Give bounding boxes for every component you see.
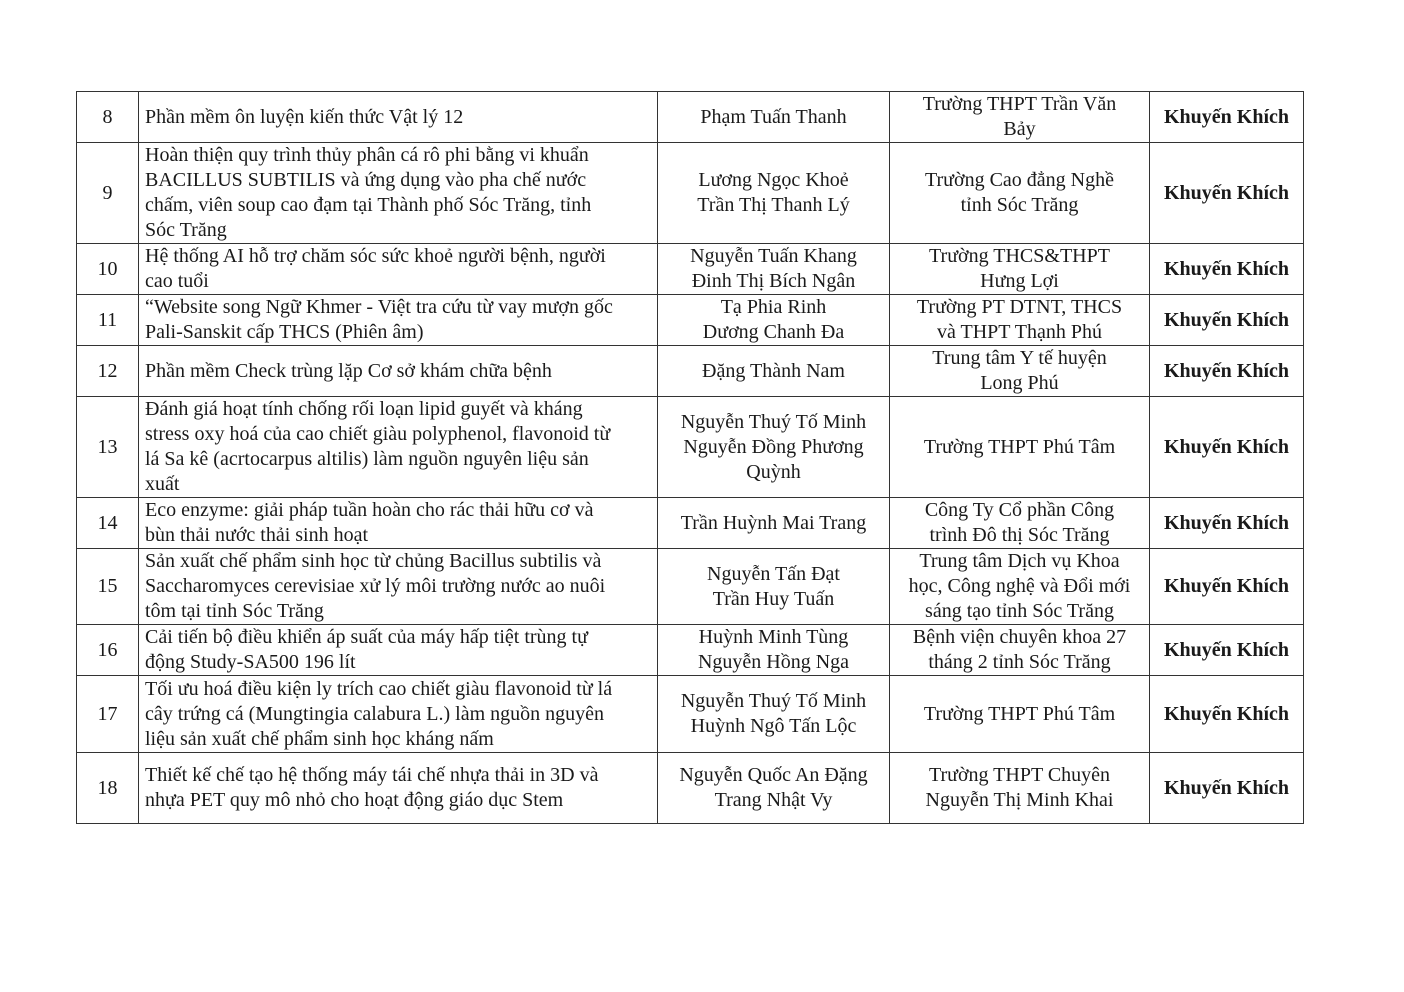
organization xyxy=(890,143,1150,244)
authors xyxy=(658,753,890,824)
authors xyxy=(658,676,890,753)
authors xyxy=(658,143,890,244)
row-number: 14 xyxy=(77,498,139,549)
row-number: 16 xyxy=(77,625,139,676)
organization xyxy=(890,295,1150,346)
organization-line: Long Phú xyxy=(980,372,1059,394)
author-name: Nguyễn Tấn Đạt xyxy=(707,562,840,585)
authors xyxy=(658,295,890,346)
project-title-line: cao tuổi xyxy=(145,270,209,292)
author-name: Nguyễn Thuý Tố Minh xyxy=(680,410,867,433)
row-number: 10 xyxy=(77,244,139,295)
project-title xyxy=(139,676,658,753)
project-title-line: BACILLUS SUBTILIS và ứng dụng vào pha chế nước xyxy=(145,169,587,191)
project-title-line: “Website song Ngữ Khmer - Việt tra cứu từ vay mượn gốc xyxy=(145,296,613,318)
project-title-line: liệu sản xuất chế phẩm sinh học kháng nấm xyxy=(145,727,494,750)
project-title-line: nhựa PET quy mô nhỏ cho hoạt động giáo dục Stem xyxy=(145,789,564,811)
organization-line: Công Ty Cổ phần Công xyxy=(924,499,1115,521)
project-title-line: bùn thải nước thải sinh hoạt xyxy=(145,524,369,546)
project-title-line: cây trứng cá (Mungtingia calabura L.) làm nguồn nguyên xyxy=(145,702,605,725)
author-name: Tạ Phia Rinh xyxy=(720,296,827,318)
prize-label: Khuyến Khích xyxy=(1150,498,1304,549)
author-name: Trần Huy Tuấn xyxy=(712,587,835,610)
row-number: 17 xyxy=(77,676,139,753)
organization xyxy=(890,498,1150,549)
project-title-line: Phần mềm ôn luyện kiến thức Vật lý 12 xyxy=(145,105,464,128)
authors xyxy=(658,549,890,625)
author-name: Huỳnh Ngô Tấn Lộc xyxy=(690,715,857,737)
prize-label: Khuyến Khích xyxy=(1150,676,1304,753)
organization-line: Trường THPT Trần Văn xyxy=(922,93,1117,115)
project-title xyxy=(139,92,658,143)
project-title xyxy=(139,397,658,498)
author-name: Nguyễn Thuý Tố Minh xyxy=(680,690,867,712)
organization-line: tỉnh Sóc Trăng xyxy=(960,194,1079,216)
project-title-line: Phần mềm Check trùng lặp Cơ sở khám chữa bệnh xyxy=(145,359,552,382)
project-title-line: Eco enzyme: giải pháp tuần hoàn cho rác thải hữu cơ và xyxy=(145,499,594,521)
author-name: Phạm Tuấn Thanh xyxy=(700,105,847,128)
author-name: Dương Chanh Đa xyxy=(702,321,845,343)
row-number: 18 xyxy=(77,753,139,824)
project-title-line: Pali-Sanskit cấp THCS (Phiên âm) xyxy=(145,321,424,343)
table-row xyxy=(77,346,1304,397)
project-title xyxy=(139,295,658,346)
table-row xyxy=(77,676,1304,753)
organization-line: Bảy xyxy=(1003,118,1036,140)
table-row xyxy=(77,295,1304,346)
authors xyxy=(658,397,890,498)
organization-line: Nguyễn Thị Minh Khai xyxy=(925,789,1114,811)
author-name: Đặng Thành Nam xyxy=(702,359,845,382)
project-title-line: stress oxy hoá của cao chiết giàu polyphenol, flavonoid từ xyxy=(145,423,611,445)
table-row xyxy=(77,498,1304,549)
author-name: Nguyễn Đồng Phương xyxy=(683,435,864,458)
project-title-line: Sản xuất chế phẩm sinh học từ chủng Bacillus subtilis và xyxy=(145,550,602,572)
authors xyxy=(658,625,890,676)
organization-line: Trung tâm Y tế huyện xyxy=(932,347,1107,369)
table-row xyxy=(77,143,1304,244)
prize-label: Khuyến Khích xyxy=(1150,549,1304,625)
project-title xyxy=(139,498,658,549)
row-number: 15 xyxy=(77,549,139,625)
project-title-line: Hệ thống AI hỗ trợ chăm sóc sức khoẻ người bệnh, người xyxy=(145,245,606,267)
author-name: Lương Ngọc Khoẻ xyxy=(698,169,849,191)
prize-label: Khuyến Khích xyxy=(1150,143,1304,244)
prize-label: Khuyến Khích xyxy=(1150,244,1304,295)
table-row xyxy=(77,244,1304,295)
organization-line: tháng 2 tỉnh Sóc Trăng xyxy=(928,651,1111,673)
author-name: Huỳnh Minh Tùng xyxy=(698,626,849,648)
project-title-line: Đánh giá hoạt tính chống rối loạn lipid guyết và kháng xyxy=(145,398,583,420)
awards-table xyxy=(76,91,1304,824)
project-title-line: xuất xyxy=(145,473,180,495)
row-number: 9 xyxy=(77,143,139,244)
project-title-line: chấm, viên soup cao đạm tại Thành phố Sóc Trăng, tỉnh xyxy=(145,194,592,216)
authors xyxy=(658,92,890,143)
prize-label: Khuyến Khích xyxy=(1150,346,1304,397)
organization-line: và THPT Thạnh Phú xyxy=(936,321,1102,343)
organization-line: Trường THPT Phú Tâm xyxy=(923,435,1116,458)
organization-line: sáng tạo tỉnh Sóc Trăng xyxy=(925,600,1114,622)
project-title xyxy=(139,549,658,625)
prize-label: Khuyến Khích xyxy=(1150,753,1304,824)
project-title xyxy=(139,753,658,824)
author-name: Trần Thị Thanh Lý xyxy=(697,194,850,216)
organization xyxy=(890,397,1150,498)
prize-label: Khuyến Khích xyxy=(1150,92,1304,143)
project-title xyxy=(139,143,658,244)
organization-line: Trung tâm Dịch vụ Khoa xyxy=(919,550,1120,572)
author-name: Trang Nhật Vy xyxy=(714,789,833,811)
organization-line: Trường THPT Chuyên xyxy=(928,764,1111,786)
table-row xyxy=(77,753,1304,824)
project-title xyxy=(139,625,658,676)
row-number: 12 xyxy=(77,346,139,397)
project-title-line: Cải tiến bộ điều khiển áp suất của máy hấp tiệt trùng tự xyxy=(145,626,588,648)
table-row xyxy=(77,397,1304,498)
authors xyxy=(658,244,890,295)
project-title-line: Thiết kế chế tạo hệ thống máy tái chế nhựa thải in 3D và xyxy=(145,764,599,786)
organization-line: Trường THCS&THPT xyxy=(929,245,1110,267)
authors xyxy=(658,498,890,549)
table-row xyxy=(77,549,1304,625)
author-name: Nguyễn Hồng Nga xyxy=(697,651,850,673)
organization-line: Trường PT DTNT, THCS xyxy=(916,296,1123,318)
prize-label: Khuyến Khích xyxy=(1150,397,1304,498)
prize-label: Khuyến Khích xyxy=(1150,625,1304,676)
authors xyxy=(658,346,890,397)
author-name: Đinh Thị Bích Ngân xyxy=(691,270,856,292)
organization xyxy=(890,676,1150,753)
organization xyxy=(890,244,1150,295)
project-title xyxy=(139,346,658,397)
organization xyxy=(890,346,1150,397)
project-title xyxy=(139,244,658,295)
organization-line: Trường THPT Phú Tâm xyxy=(923,702,1116,725)
organization-line: học, Công nghệ và Đổi mới xyxy=(908,575,1131,597)
author-name: Nguyễn Quốc An Đặng xyxy=(679,764,868,786)
organization-line: Trường Cao đẳng Nghề xyxy=(924,169,1114,191)
author-name: Quỳnh xyxy=(746,460,801,483)
author-name: Nguyễn Tuấn Khang xyxy=(690,245,857,267)
organization xyxy=(890,92,1150,143)
organization xyxy=(890,549,1150,625)
project-title-line: Sóc Trăng xyxy=(145,219,227,241)
table-row xyxy=(77,625,1304,676)
project-title-line: Tối ưu hoá điều kiện ly trích cao chiết giàu flavonoid từ lá xyxy=(145,677,613,700)
organization xyxy=(890,625,1150,676)
row-number: 13 xyxy=(77,397,139,498)
organization-line: Hưng Lợi xyxy=(980,270,1059,292)
project-title-line: lá Sa kê (acrtocarpus altilis) làm nguồn nguyên liệu sản xyxy=(145,448,589,470)
organization xyxy=(890,753,1150,824)
project-title-line: Hoàn thiện quy trình thủy phân cá rô phi bằng vi khuẩn xyxy=(145,144,589,166)
row-number: 11 xyxy=(77,295,139,346)
table-row xyxy=(77,92,1304,143)
author-name: Trần Huỳnh Mai Trang xyxy=(680,511,867,534)
row-number: 8 xyxy=(77,92,139,143)
project-title-line: động Study-SA500 196 lít xyxy=(145,651,356,673)
organization-line: Bệnh viện chuyên khoa 27 xyxy=(912,626,1127,648)
prize-label: Khuyến Khích xyxy=(1150,295,1304,346)
organization-line: trình Đô thị Sóc Trăng xyxy=(929,524,1110,546)
awards-table-body xyxy=(77,92,1304,824)
project-title-line: tôm tại tỉnh Sóc Trăng xyxy=(145,600,324,622)
project-title-line: Saccharomyces cerevisiae xử lý môi trường nước ao nuôi xyxy=(145,575,606,597)
